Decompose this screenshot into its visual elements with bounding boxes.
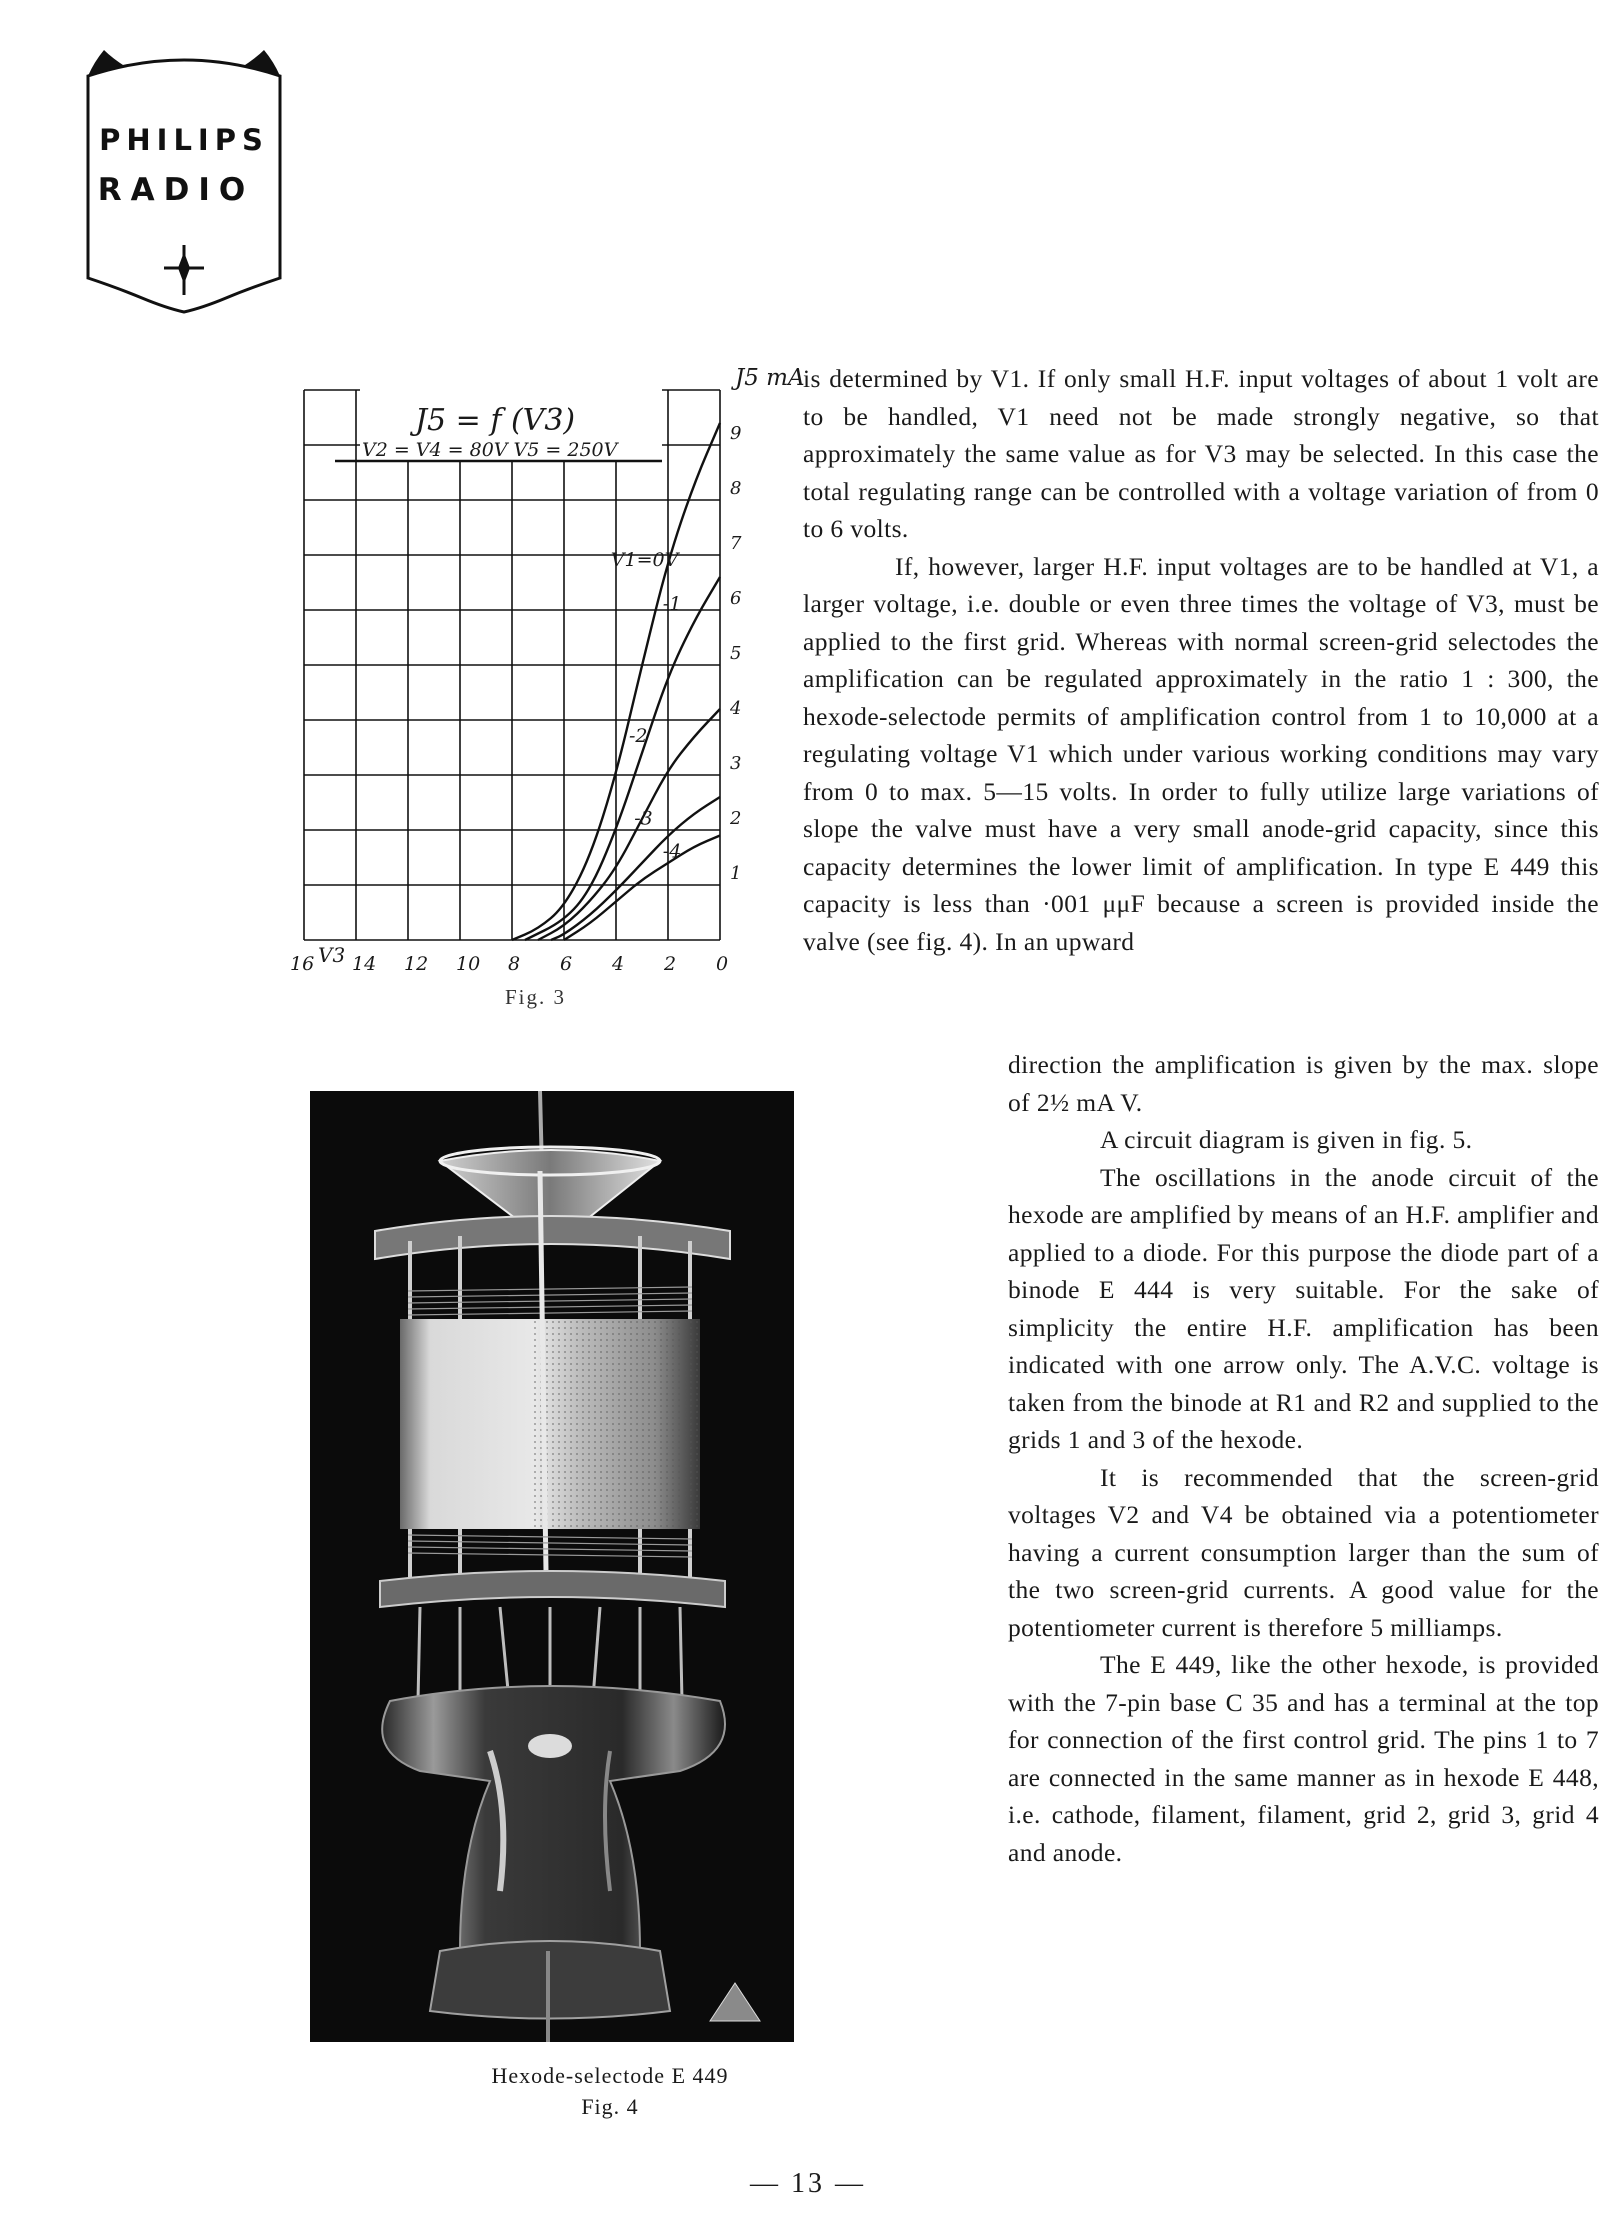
- y-tick-label: 2: [730, 808, 742, 829]
- paragraph-4: The oscillations in the anode circuit of the hexode are amplified by means of an H.F. amplifier and applied to a diode. For this purpose the diode part of a binode E 444 is very suitable. For the sake of simplicity the entire H.F. amplification has been indicated with one arrow only. The A.V.C. voltage is taken from the binode at R1 and R2 and supplied to the grids 1 and 3 of the hexode.: [1008, 1162, 1599, 1454]
- x-tick-label: 10: [456, 953, 481, 975]
- y-tick-label: 8: [730, 478, 742, 499]
- series-label: V1=0V: [610, 549, 679, 571]
- philips-shield-icon: [74, 40, 294, 330]
- paragraph-2: If, however, larger H.F. input voltages are to be handled at V1, a larger voltage, i.e. double or even three times the voltage of V3, must be applied to the first grid. Whereas with normal screen-grid selectodes the amplification can be regulated approximately in the ratio 1 : 300, the hexode-selectode permits of amplification control from 1 to 10,000 at a regulating voltage V1 which under various working conditions may vary from 0 to max. 5—15 volts. In order to fully utilize large variations of slope the valve must have a very small anode-grid capacity, since this capacity determines the lower limit of amplification. In type E 449 this capacity is less than ·001 μμF because a screen is provided inside the valve (see fig. 4). In an upward: [803, 551, 1599, 956]
- paragraph-6: The E 449, like the other hexode, is provided with the 7-pin base C 35 and has a terminal at the top for connection of the first control grid. The pins 1 to 7 are connected in the same manner as in hexode E 448, i.e. cathode, filament, filament, grid 2, grid 3, grid 4 and anode.: [1008, 1650, 1599, 1867]
- y-tick-label: 3: [730, 753, 742, 774]
- body-text-upper: [803, 360, 1599, 960]
- x-tick-label: 8: [508, 953, 521, 975]
- logo-line2: RADIO: [97, 172, 255, 208]
- y-axis-label: J5 mA: [735, 365, 805, 391]
- fig4-caption-number: Fig. 4: [581, 2094, 639, 2119]
- philips-radio-logo: [74, 40, 294, 330]
- series-label: -2: [629, 725, 648, 747]
- paragraph-3: A circuit diagram is given in fig. 5.: [1100, 1125, 1473, 1154]
- fig3-chart: [290, 350, 805, 1040]
- x-tick-label: 2: [664, 953, 677, 975]
- fig4-photo: [310, 1091, 794, 2042]
- series-label: -4: [662, 840, 682, 863]
- chart-title: J5 = f (V3): [415, 403, 576, 438]
- x-tick-label: 14: [352, 953, 377, 975]
- fig3-chart-svg: [290, 350, 805, 1040]
- x-tick-label: 12: [404, 953, 429, 975]
- series-label: -3: [634, 807, 653, 830]
- y-tick-label: 7: [730, 533, 742, 554]
- paragraph-5: It is recommended that the screen-grid voltages V2 and V4 be obtained via a potentiometer having a current consumption larger than the sum of the two screen-grid currents. A good value for the potentiometer current is therefore 5 milliamps.: [1008, 1462, 1599, 1642]
- x-tick-label: 16: [290, 953, 315, 975]
- hexode-valve-illustration: [310, 1091, 794, 2042]
- fig4-caption: [420, 2060, 800, 2122]
- y-tick-label: 1: [730, 863, 742, 884]
- body-text-lower: [1008, 1046, 1599, 1871]
- x-tick-label: 0: [716, 953, 729, 975]
- paragraph-2-continued: direction the amplification is given by the max. slope of 2½ mA V.: [1008, 1050, 1599, 1117]
- x-tick-label: 6: [560, 953, 573, 975]
- fig3-caption: Fig. 3: [505, 985, 567, 1009]
- y-tick-label: 9: [730, 423, 742, 444]
- paragraph-1: is determined by V1. If only small H.F. input voltages of about 1 volt are to be handled, V1 need not be made strongly negative, so that approximately the same value as for V3 may be selected. In this case the total regulating range can be controlled with a voltage variation of from 0 to 6 volts.: [803, 364, 1599, 543]
- y-tick-label: 6: [730, 588, 742, 609]
- fig4-caption-title: Hexode-selectode E 449: [491, 2063, 729, 2088]
- y-tick-label: 5: [730, 643, 742, 664]
- chart-subtitle: V2 = V4 = 80V V5 = 250V: [362, 439, 618, 461]
- chart-x-ticks: [290, 953, 728, 975]
- x-tick-label: 4: [612, 953, 625, 975]
- page-number: — 13 —: [750, 2168, 866, 2199]
- y-tick-label: 4: [730, 698, 742, 719]
- chart-y-ticks: [729, 423, 742, 884]
- series-label: -1: [662, 593, 682, 615]
- logo-line1: PHILIPS: [99, 123, 269, 157]
- x-axis-label: V3: [318, 943, 346, 967]
- chart-grid: [304, 390, 720, 940]
- series-curve: [564, 836, 720, 941]
